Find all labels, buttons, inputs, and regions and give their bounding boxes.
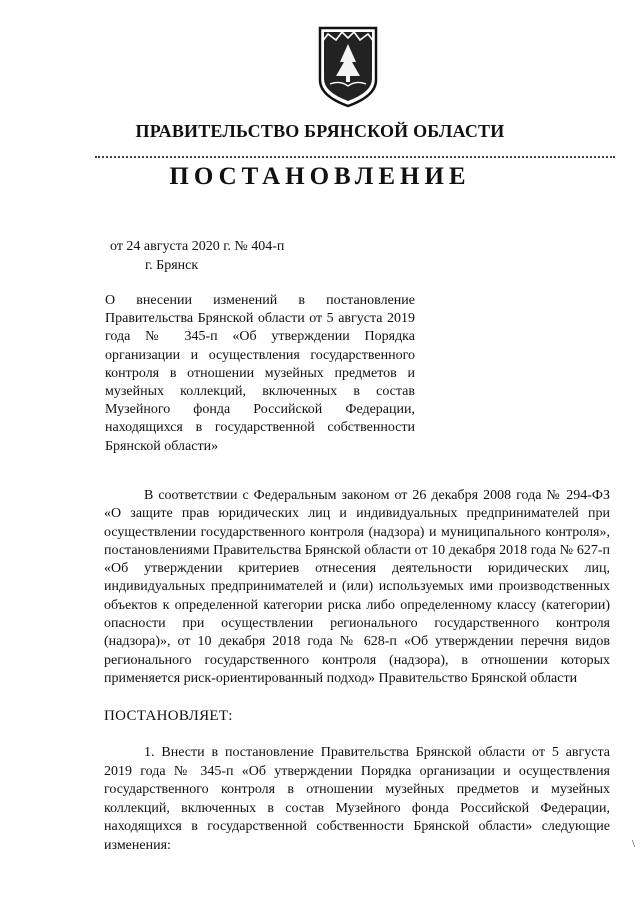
document-place: г. Брянск xyxy=(145,258,199,273)
document-subject: О внесении изменений в постановление Правительства Брянской области от 5 августа 2019 года № 345-п «Об утверждении Порядка организации и осуществления государственного контроля в отношении музейных предметов и музейных коллекций, включенных в состав Музейного фонда Российской Федерации, находящихся в государственной собственности Брянской области» xyxy=(105,293,415,454)
preamble-paragraph: В соответствии с Федеральным законом от 26 декабря 2008 года № 294-ФЗ «О защите прав юридических лиц и индивидуальных предпринимателей при осуществлении государственного контроля (надзора) и муниципального контроля», постановлениями Правительства Брянской области от 10 декабря 2018 года № 627-п «Об утверждении критериев отнесения деятельности юридических лиц, индивидуальных предпринимателей и (или) используемых ими производственных объектов к определенной категории риска либо определенному классу (категории) опасности при осуществлении регионального государственного контроля (надзора)», от 10 декабря 2018 года № 628-п «Об утверждении перечня видов регионального государственного контроля (надзора), в отношении которых применяется риск-ориентированный подход» Правительство Брянской области xyxy=(104,488,610,686)
resolves-heading: ПОСТАНОВЛЯЕТ: xyxy=(104,708,233,724)
government-title: ПРАВИТЕЛЬСТВО БРЯНСКОЙ ОБЛАСТИ xyxy=(135,121,505,141)
margin-mark: \ xyxy=(632,838,636,850)
document-date-number: от 24 августа 2020 г. № 404-п xyxy=(110,239,285,254)
document-type-title: ПОСТАНОВЛЕНИЕ xyxy=(169,163,471,190)
item-1-paragraph: 1. Внести в постановление Правительства Брянской области от 5 августа 2019 года № 345-п «Об утверждении Порядка организации и осуществления государственного контроля в отношении музейных предметов и музейных коллекций, включенных в состав Музейного фонда Российской Федерации, находящихся в государственной собственности Брянской области» следующие изменения: xyxy=(104,745,610,853)
header-divider xyxy=(95,156,615,158)
bryansk-coat-of-arms-icon xyxy=(316,22,380,108)
